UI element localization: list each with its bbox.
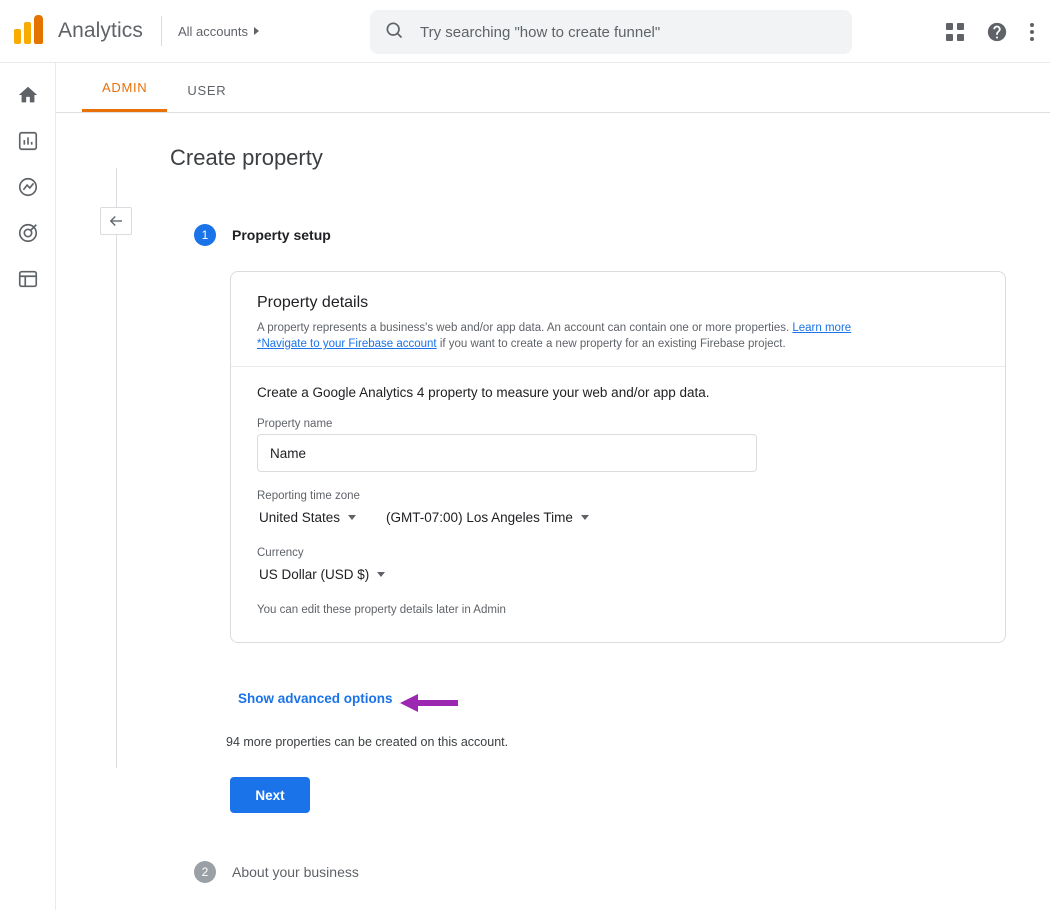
header-divider (161, 16, 162, 46)
step-2-number: 2 (194, 861, 216, 883)
timezone-zone-value: (GMT-07:00) Los Angeles Time (386, 510, 573, 525)
card-description-text-1: A property represents a business's web and/or app data. An account can contain one or more properties. (257, 322, 790, 334)
sidebar-item-reports[interactable] (16, 129, 40, 153)
help-circle-icon[interactable] (986, 21, 1008, 43)
currency-label: Currency (257, 547, 304, 559)
search-icon (384, 20, 404, 45)
more-properties-note: 94 more properties can be created on this account. (226, 735, 509, 749)
show-advanced-options-link[interactable]: Show advanced options (238, 691, 393, 706)
stepper-line-middle (116, 253, 117, 768)
tab-user[interactable]: USER (187, 83, 227, 98)
step-1 (194, 224, 331, 246)
timezone-zone-select[interactable] (384, 506, 591, 529)
sidebar-item-explore[interactable] (16, 175, 40, 199)
arrow-left-icon (107, 212, 125, 230)
edit-later-note: You can edit these property details later in Admin (257, 604, 506, 616)
timezone-country-value: United States (259, 510, 341, 525)
chevron-down-icon (348, 515, 356, 520)
all-accounts-breadcrumb[interactable] (178, 24, 259, 39)
tab-admin[interactable]: ADMIN (82, 80, 167, 112)
more-vertical-icon[interactable] (1030, 23, 1034, 41)
step-2[interactable] (194, 861, 359, 883)
sidebar-item-home[interactable] (16, 83, 40, 107)
timezone-country-select[interactable] (257, 506, 358, 529)
search-bar[interactable] (370, 10, 852, 54)
learn-more-link[interactable]: Learn more (792, 322, 852, 334)
page-title: Create property (170, 145, 323, 170)
sidebar-item-advertising[interactable] (16, 221, 40, 245)
google-analytics-logo-icon (14, 15, 46, 47)
chevron-right-icon (254, 27, 259, 35)
card-description (257, 320, 979, 352)
purple-left-arrow-annotation (400, 691, 460, 720)
property-name-field-group (257, 418, 979, 472)
card-header (231, 272, 1005, 367)
step-2-label: About your business (232, 864, 359, 880)
top-bar-actions (946, 0, 1034, 63)
firebase-account-link[interactable]: *Navigate to your Firebase account (257, 338, 437, 350)
sidebar-item-configure[interactable] (16, 267, 40, 291)
chevron-down-icon (581, 515, 589, 520)
chevron-down-icon (377, 572, 385, 577)
admin-user-tabs (56, 63, 1050, 113)
search-input[interactable] (418, 23, 838, 42)
step-1-number: 1 (194, 224, 216, 246)
card-description-text-2: if you want to create a new property for an existing Firebase project. (439, 338, 786, 350)
main-content (56, 113, 1050, 910)
currency-field-group (257, 547, 979, 586)
left-navigation-rail (0, 63, 56, 910)
property-name-input[interactable] (257, 434, 757, 472)
currency-select[interactable] (257, 563, 387, 586)
back-button[interactable] (100, 207, 132, 235)
card-heading: Property details (257, 294, 369, 311)
all-accounts-label: All accounts (177, 23, 249, 39)
property-details-card (230, 271, 1006, 643)
top-bar (0, 0, 1050, 63)
property-name-label: Property name (257, 418, 333, 430)
card-body (231, 367, 1005, 642)
card-body-intro: Create a Google Analytics 4 property to measure your web and/or app data. (257, 385, 710, 400)
brand-title: Analytics (58, 19, 143, 42)
next-button[interactable]: Next (230, 777, 310, 813)
apps-grid-icon[interactable] (946, 23, 964, 41)
timezone-field-group (257, 490, 979, 529)
step-1-label: Property setup (232, 227, 331, 243)
currency-value: US Dollar (USD $) (259, 567, 370, 582)
timezone-label: Reporting time zone (257, 490, 360, 502)
